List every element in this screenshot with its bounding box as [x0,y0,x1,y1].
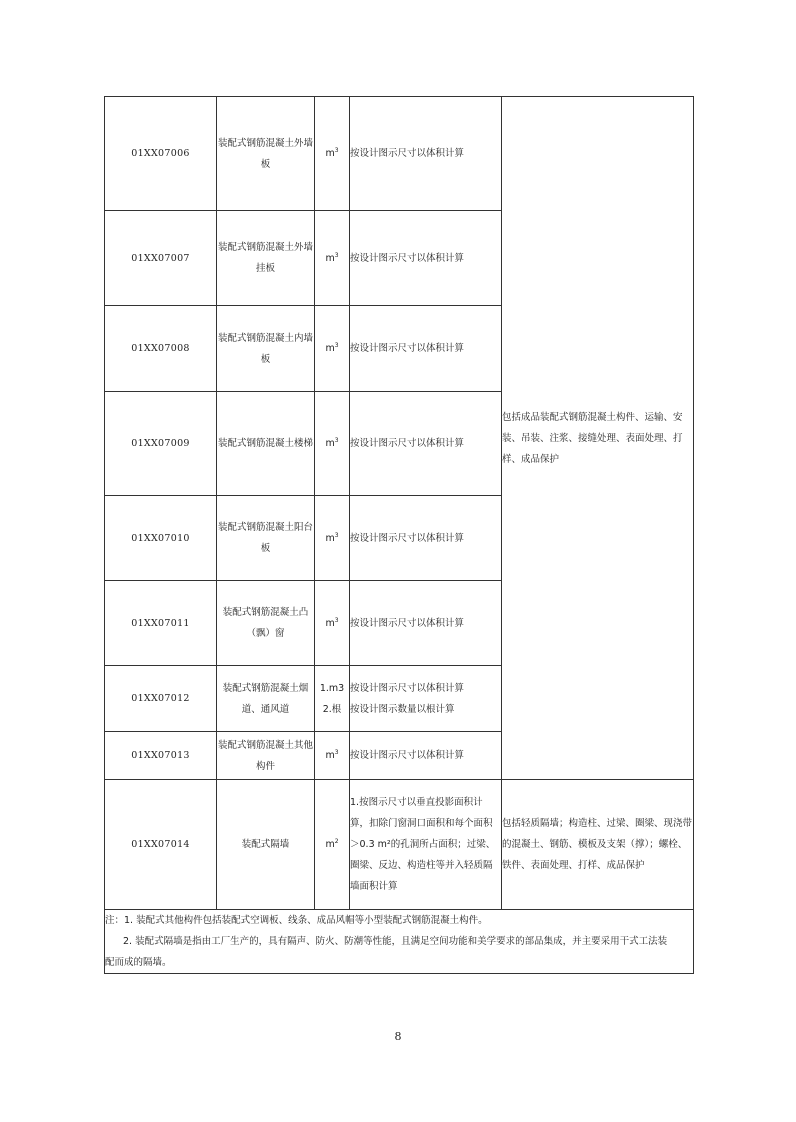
item-name: 装配式钢筋混凝土烟道、通风道 [217,666,315,732]
item-code: 01XX07007 [105,211,217,306]
item-code: 01XX07013 [105,732,217,780]
measurement-rule: 按设计图示尺寸以体积计算 [350,97,502,211]
item-name: 装配式钢筋混凝土楼梯 [217,392,315,496]
work-content: 包括轻质隔墙；构造柱、过梁、圈梁、现浇带的混凝土、钢筋、模板及支架（撑）；螺栓、铁件、表面处理、打样、成品保护 [502,780,694,910]
item-unit: $m^3$ [315,306,350,392]
item-code: 01XX07008 [105,306,217,392]
table-row [105,780,694,910]
item-unit: $m^3$ [315,732,350,780]
item-code: 01XX07009 [105,392,217,496]
measurement-rule: 按设计图示尺寸以体积计算 [350,211,502,306]
item-name: 装配式钢筋混凝土外墙挂板 [217,211,315,306]
page-number: 8 [394,1030,402,1043]
item-unit: $m^3$ [315,97,350,211]
item-name: 装配式钢筋混凝土外墙板 [217,97,315,211]
measurement-rule: 按设计图示尺寸以体积计算 [350,732,502,780]
item-name: 装配式钢筋混凝土内墙板 [217,306,315,392]
measurement-rule: 按设计图示尺寸以体积计算 [350,496,502,581]
item-code: 01XX07011 [105,581,217,666]
item-code: 01XX07014 [105,780,217,910]
measurement-rule: 按设计图示尺寸以体积计算 [350,306,502,392]
item-unit: 1.m3 2.根 [315,666,350,732]
measurement-rule: 按设计图示尺寸以体积计算 [350,392,502,496]
item-code: 01XX07006 [105,97,217,211]
item-code: 01XX07012 [105,666,217,732]
item-name: 装配式钢筋混凝土其他构件 [217,732,315,780]
item-unit: $m^3$ [315,211,350,306]
item-code: 01XX07010 [105,496,217,581]
item-unit: $m^2$ [315,780,350,910]
note-line-3: 配而成的隔墙。 [105,957,172,968]
item-unit: $m^3$ [315,581,350,666]
item-unit: $m^3$ [315,496,350,581]
item-name: 装配式钢筋混凝土凸（飘）窗 [217,581,315,666]
measurement-rule: 1.按图示尺寸以垂直投影面积计算，扣除门窗洞口面积和每个面积＞0.3 m²的孔洞所占面积；过梁、圈梁、反边、构造柱等并入轻质隔墙面积计算 [350,780,502,910]
item-unit: $m^3$ [315,392,350,496]
note-line-2: 2. 装配式隔墙是指由工厂生产的，具有隔声、防火、防潮等性能，且满足空间功能和美学要求的部品集成，并主要采用干式工法装 [123,936,668,947]
table-row [105,97,694,211]
note-line-1: 注：1. 装配式其他构件包括装配式空调板、线条、成品风帽等小型装配式钢筋混凝土构件。 [105,915,488,926]
table-notes [105,910,694,974]
item-name: 装配式隔墙 [217,780,315,910]
notes-row [105,910,694,974]
work-content-merged: 包括成品装配式钢筋混凝土构件、运输、安装、吊装、注浆、接缝处理、表面处理、打样、成品保护 [502,97,694,780]
bill-of-quantities-table [104,96,694,974]
measurement-rule: 按设计图示尺寸以体积计算 [350,581,502,666]
item-name: 装配式钢筋混凝土阳台板 [217,496,315,581]
measurement-rule: 按设计图示尺寸以体积计算 按设计图示数量以根计算 [350,666,502,732]
